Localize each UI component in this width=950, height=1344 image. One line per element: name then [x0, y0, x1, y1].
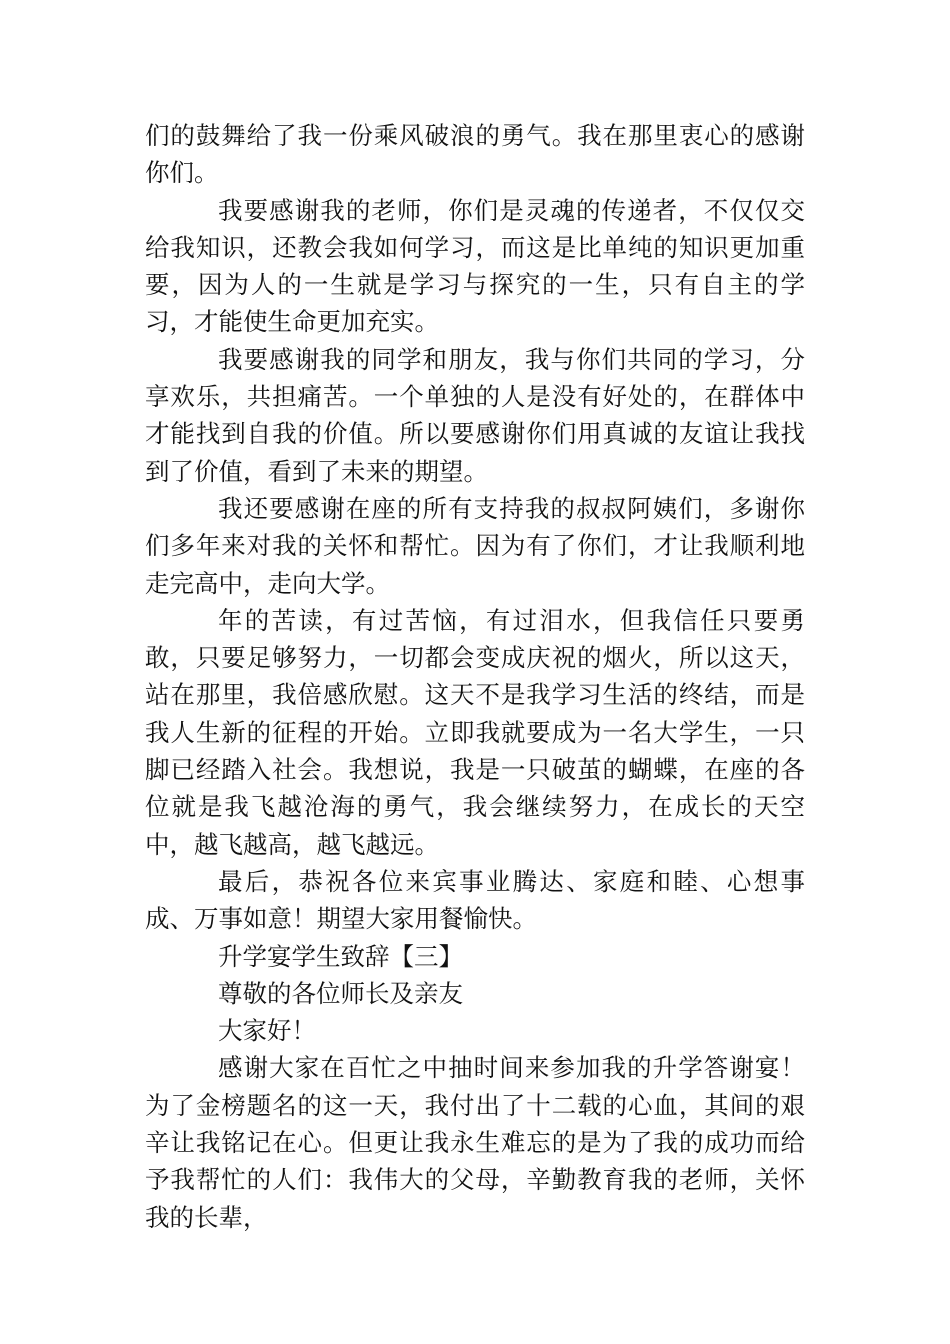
document-body	[145, 117, 805, 1236]
paragraph: 最后，恭祝各位来宾事业腾达、家庭和睦、心想事成、万事如意！期望大家用餐愉快。	[145, 866, 805, 934]
paragraph: 感谢大家在百忙之中抽时间来参加我的升学答谢宴！为了金榜题名的这一天，我付出了十二载的心血，其间的艰辛让我铭记在心。但更让我永生难忘的是为了我的成功而给予我帮忙的人们：我伟大的父母，辛勤教育我的老师，关怀我的长辈，	[145, 1053, 805, 1232]
paragraph: 年的苦读，有过苦恼，有过泪水，但我信任只要勇敢，只要足够努力，一切都会变成庆祝的烟火，所以这天，站在那里，我倍感欣慰。这天不是我学习生活的终结，而是我人生新的征程的开始。立即我就要成为一名大学生，一只脚已经踏入社会。我想说，我是一只破茧的蝴蝶，在座的各位就是我飞越沧海的勇气，我会继续努力，在成长的天空中，越飞越高，越飞越远。	[145, 605, 805, 859]
greeting: 大家好！	[218, 1016, 316, 1046]
paragraph: 我还要感谢在座的所有支持我的叔叔阿姨们，多谢你们多年来对我的关怀和帮忙。因为有了你们，才让我顺利地走完高中，走向大学。	[145, 493, 805, 598]
paragraph: 们的鼓舞给了我一份乘风破浪的勇气。我在那里衷心的感谢你们。	[145, 121, 805, 188]
paragraph: 我要感谢我的同学和朋友，我与你们共同的学习，分享欢乐，共担痛苦。一个单独的人是没有好处的，在群体中才能找到自我的价值。所以要感谢你们用真诚的友谊让我找到了价值，看到了未来的期望。	[145, 344, 805, 486]
salutation: 尊敬的各位师长及亲友	[218, 978, 463, 1008]
paragraph: 我要感谢我的老师，你们是灵魂的传递者，不仅仅交给我知识，还教会我如何学习，而这是比单纯的知识更加重要，因为人的一生就是学习与探究的一生，只有自主的学习，才能使生命更加充实。	[145, 195, 805, 337]
section-heading: 升学宴学生致辞【三】	[218, 941, 463, 971]
